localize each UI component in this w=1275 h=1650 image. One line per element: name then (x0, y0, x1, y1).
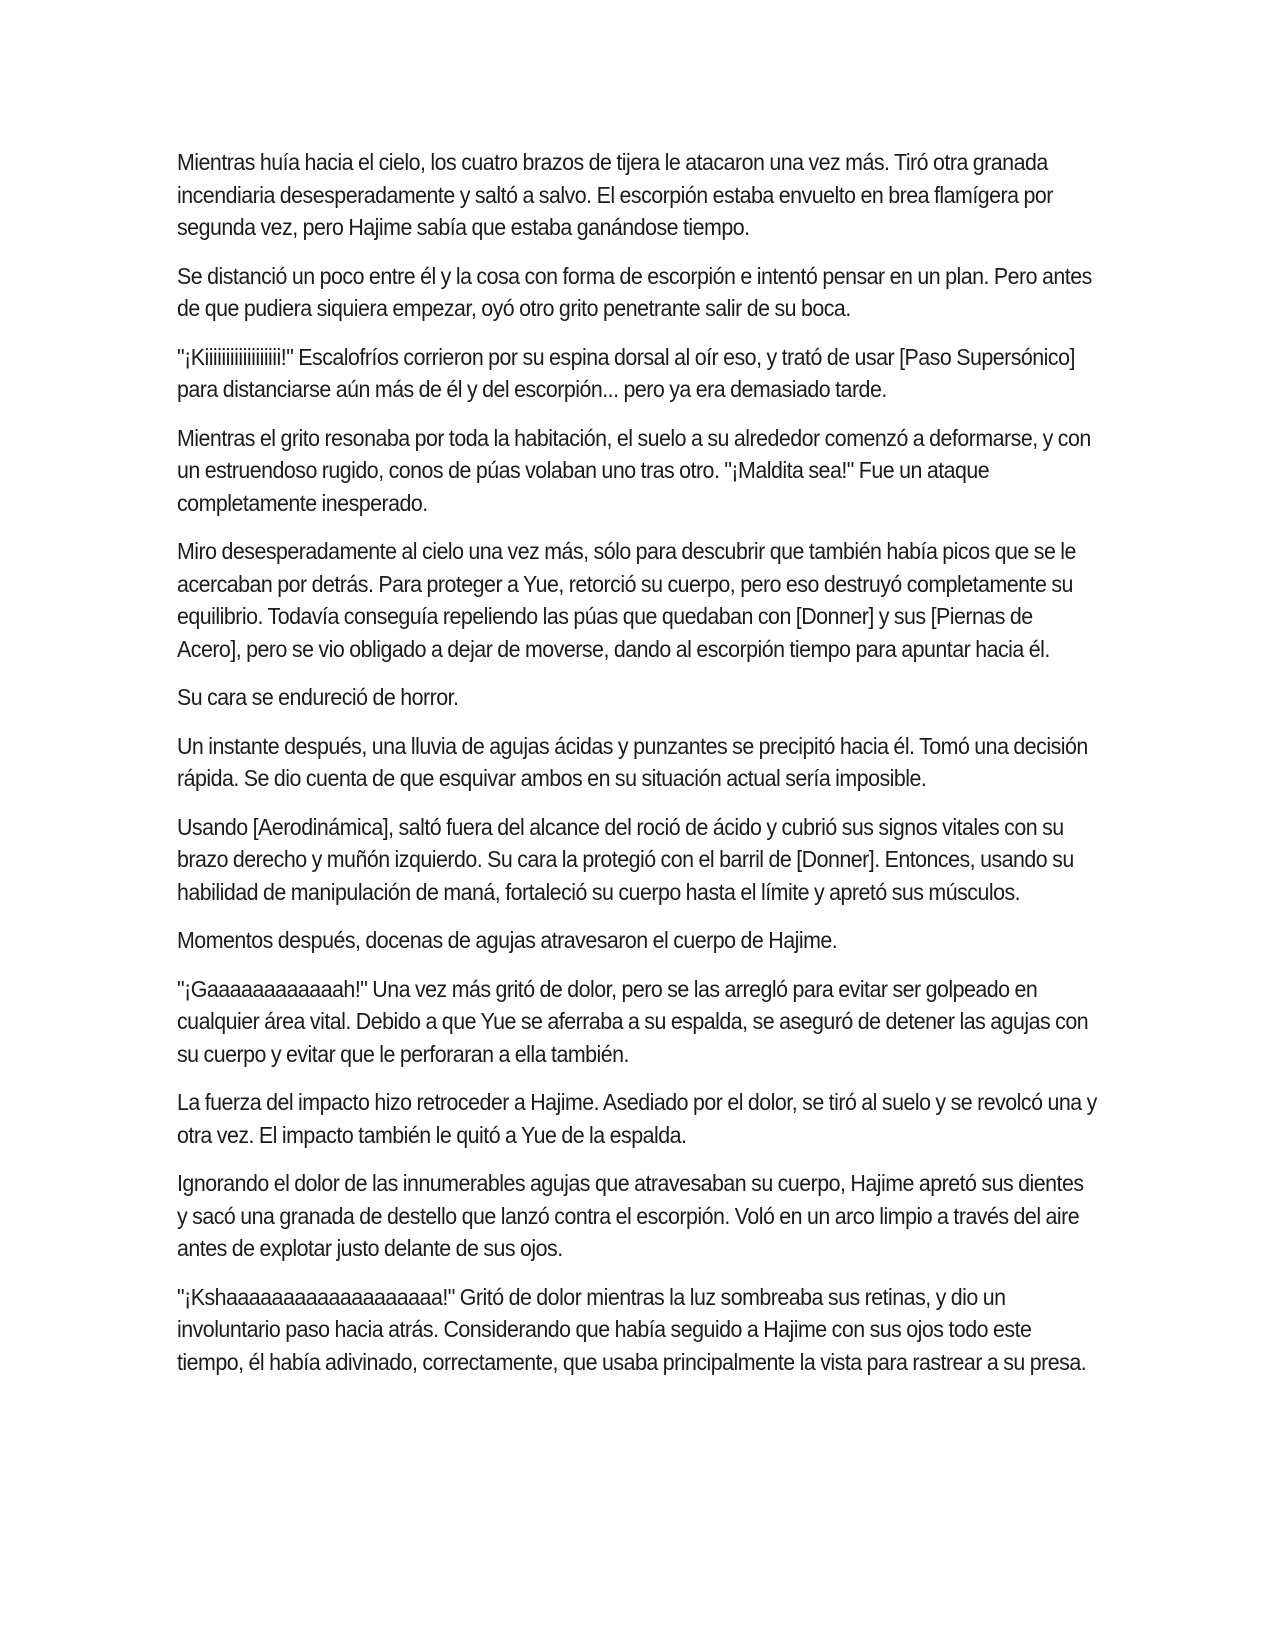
paragraph-11: La fuerza del impacto hizo retroceder a Hajime. Asediado por el dolor, se tiró al suelo y se revolcó una y otra vez. El impacto también le quitó a Yue de la espalda. (177, 1089, 1097, 1148)
body-text (177, 146, 1097, 1394)
paragraph-2: Se distanció un poco entre él y la cosa con forma de escorpión e intentó pensar en un plan. Pero antes de que pudiera siquiera empezar, oyó otro grito penetrante salir de su boca. (177, 262, 1092, 321)
paragraph-12: Ignorando el dolor de las innumerables agujas que atravesaban su cuerpo, Hajime apretó sus dientes y sacó una granada de destello que lanzó contra el escorpión. Voló en un arco limpio a través del aire antes de explotar justo delante de sus ojos. (177, 1170, 1084, 1261)
paragraph-3: "¡Kiiiiiiiiiiiiiiiiii!" Escalofríos corrieron por su espina dorsal al oír eso, y trató de usar [Paso Supersónico] para distanciarse aún más de él y del escorpión... pero ya era demasiado tarde. (177, 343, 1075, 402)
paragraph-13: "¡Kshaaaaaaaaaaaaaaaaaaa!" Gritó de dolor mientras la luz sombreaba sus retinas, y dio un involuntario paso hacia atrás. Considerando que había seguido a Hajime con sus ojos todo este tiempo, él había adivinado, correctamente, que usaba principalmente la vista para rastrear a su presa. (177, 1283, 1087, 1375)
paragraph-9: Momentos después, docenas de agujas atravesaron el cuerpo de Hajime. (177, 927, 838, 953)
paragraph-4: Mientras el grito resonaba por toda la habitación, el suelo a su alrededor comenzó a deformarse, y con un estruendoso rugido, conos de púas volaban uno tras otro. "¡Maldita sea!" Fue un ataque completamente inesperado. (177, 424, 1091, 516)
paragraph-8: Usando [Aerodinámica], saltó fuera del alcance del roció de ácido y cubrió sus signos vitales con su brazo derecho y muñón izquierdo. Su cara la protegió con el barril de [Donner]. Entonces, usando su habilidad de manipulación de maná, fortaleció su cuerpo hasta el límite y apretó sus músculos. (177, 813, 1074, 905)
paragraph-6: Su cara se endureció de horror. (177, 684, 459, 710)
paragraph-1: Mientras huía hacia el cielo, los cuatro brazos de tijera le atacaron una vez más. Tiró otra granada incendiaria desesperadamente y saltó a salvo. El escorpión estaba envuelto en brea flamígera por segunda vez, pero Hajime sabía que estaba ganándose tiempo. (177, 149, 1053, 240)
paragraph-7: Un instante después, una lluvia de agujas ácidas y punzantes se precipitó hacia él. Tomó una decisión rápida. Se dio cuenta de que esquivar ambos en su situación actual sería imposible. (177, 732, 1088, 791)
paragraph-5: Miro desesperadamente al cielo una vez más, sólo para descubrir que también había picos que se le acercaban por detrás. Para proteger a Yue, retorció su cuerpo, pero eso destruyó completamente su equilibrio. Todavía conseguía repeliendo las púas que quedaban con [Donner] y sus [Piernas de Acero], pero se vio obligado a dejar de moverse, dando al escorpión tiempo para apuntar hacia él. (177, 538, 1076, 662)
paragraph-10: "¡Gaaaaaaaaaaaah!" Una vez más gritó de dolor, pero se las arregló para evitar ser golpeado en cualquier área vital. Debido a que Yue se aferraba a su espalda, se aseguró de detener las agujas con su cuerpo y evitar que le perforaran a ella también. (177, 975, 1089, 1067)
